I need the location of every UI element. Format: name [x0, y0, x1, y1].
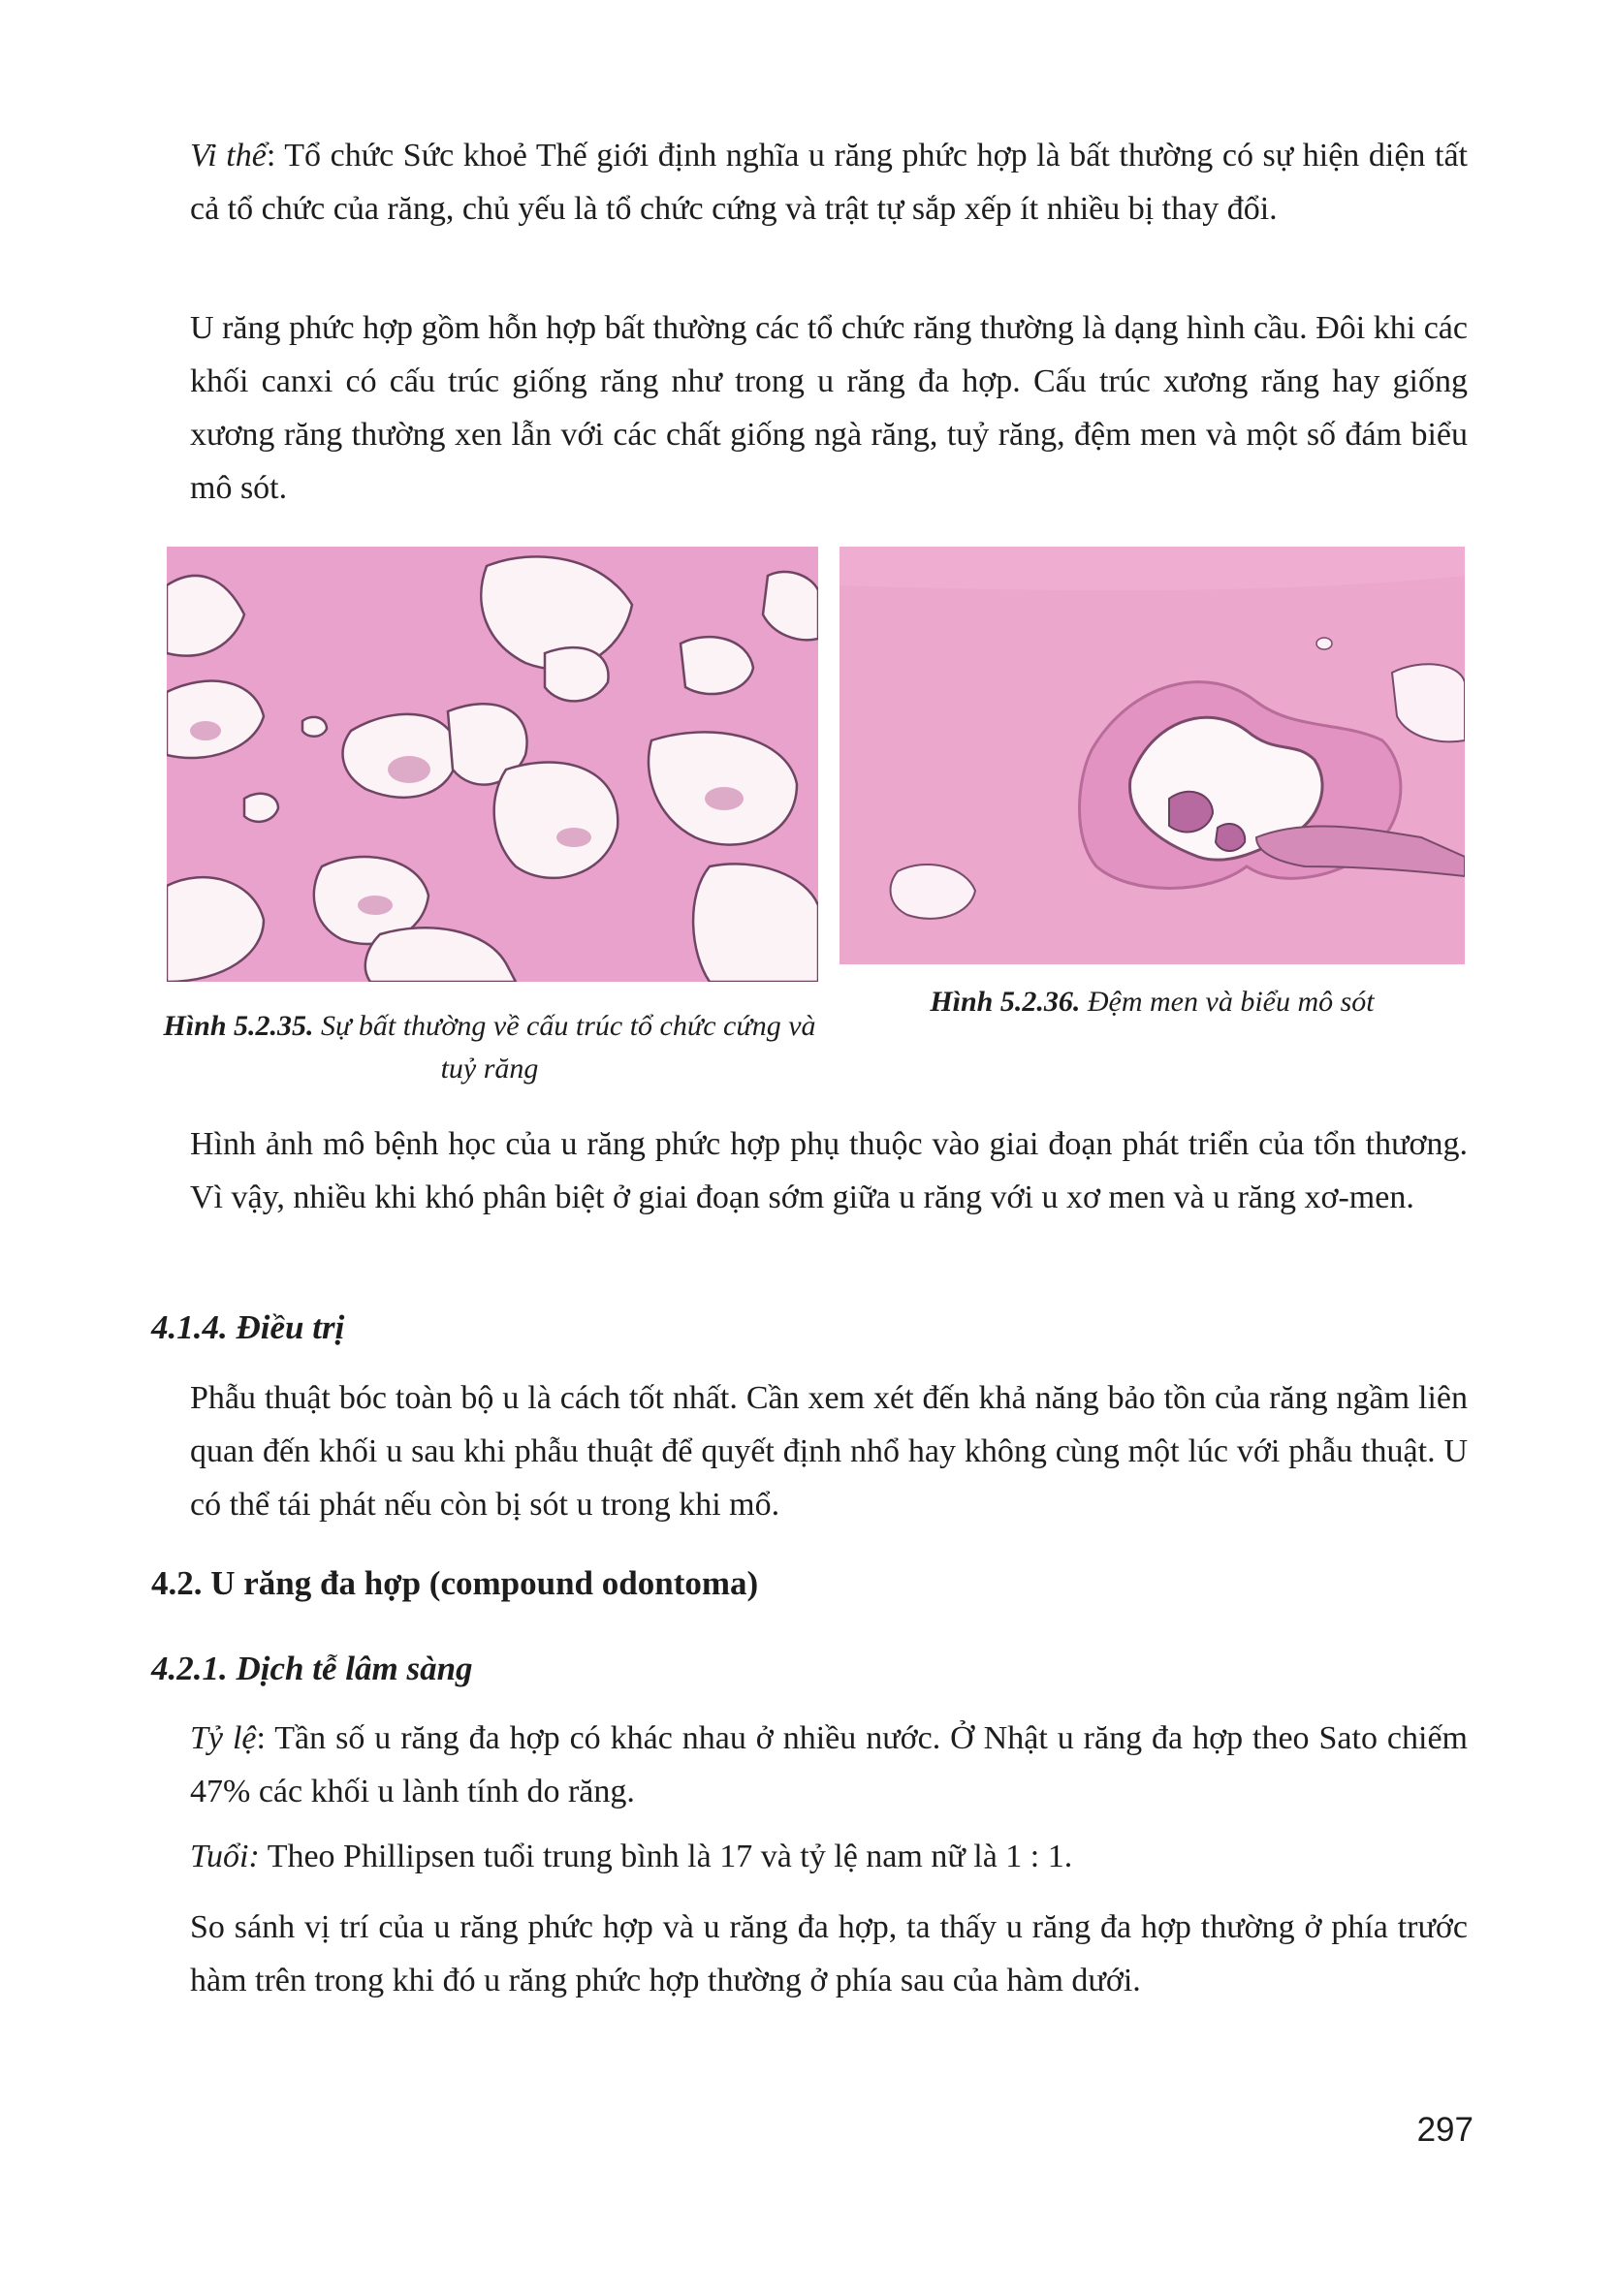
paragraph-age: [190, 1830, 1468, 1883]
figure-caption-text-2: Đệm men và biểu mô sót: [1087, 986, 1375, 1018]
section-heading-4-2: 4.2. U răng đa hợp (compound odontoma): [151, 1564, 759, 1602]
figure-number-2: Hình 5.2.36.: [930, 986, 1081, 1018]
figure-caption-2: [840, 981, 1465, 1023]
paragraph-text: : Tần số u răng đa hợp có khác nhau ở nhiều nước. Ở Nhật u răng đa hợp theo Sato chiếm 47% các khối u lành tính do răng.: [190, 1720, 1468, 1809]
section-heading-4-2-1: 4.2.1. Dịch tễ lâm sàng: [151, 1650, 473, 1687]
paragraph-treatment: Phẫu thuật bóc toàn bộ u là cách tốt nhất. Cần xem xét đến khả năng bảo tồn của răng ngầm liên quan đến khối u sau khi phẫu thuật để quyết định nhổ hay không cùng một lúc với phẫu thuật. U có thể tái phát nếu còn bị sót u trong khi mổ.: [190, 1380, 1468, 1523]
term-label: Tuổi:: [190, 1839, 260, 1874]
paragraph-text: : Tổ chức Sức khoẻ Thế giới định nghĩa u răng phức hợp là bất thường có sự hiện diện tất cả tổ chức của răng, chủ yếu là tổ chức cứng và trật tự sắp xếp ít nhiều bị thay đổi.: [190, 138, 1469, 227]
figure-number-1: Hình 5.2.35.: [163, 1010, 314, 1042]
histology-image-1: [167, 547, 818, 982]
figure-caption-1: [160, 1005, 819, 1090]
paragraph-text: Theo Phillipsen tuổi trung bình là 17 và tỷ lệ nam nữ là 1 : 1.: [259, 1839, 1073, 1874]
intro-paragraph: [190, 129, 1468, 236]
figure-caption-text-1: Sự bất thường về cấu trúc tổ chức cứng và tuỷ răng: [321, 1010, 816, 1085]
term-label: Tỷ lệ: [190, 1720, 257, 1756]
paragraph-composition: U răng phức hợp gồm hỗn hợp bất thường các tổ chức răng thường là dạng hình cầu. Đôi khi các khối canxi có cấu trúc giống răng như trong u răng đa hợp. Cấu trúc xương răng hay giống xương răng thường xen lẫn với các chất giống ngà răng, tuỷ răng, đệm men và một số đám biểu mô sót.: [190, 310, 1468, 506]
paragraph-rate: [190, 1712, 1468, 1818]
page-number: 297: [1416, 2111, 1473, 2149]
paragraph-location: So sánh vị trí của u răng phức hợp và u răng đa hợp, ta thấy u răng đa hợp thường ở phía trước hàm trên trong khi đó u răng phức hợp thường ở phía sau của hàm dưới.: [190, 1909, 1468, 1998]
section-heading-4-1-4: 4.1.4. Điều trị: [151, 1308, 345, 1346]
paragraph-histopathology: Hình ảnh mô bệnh học của u răng phức hợp phụ thuộc vào giai đoạn phát triển của tổn thương. Vì vậy, nhiều khi khó phân biệt ở giai đoạn sớm giữa u răng với u xơ men và u răng xơ-men.: [190, 1126, 1468, 1215]
histology-image-2: [840, 547, 1465, 964]
term-label: Vi thể: [190, 138, 267, 173]
